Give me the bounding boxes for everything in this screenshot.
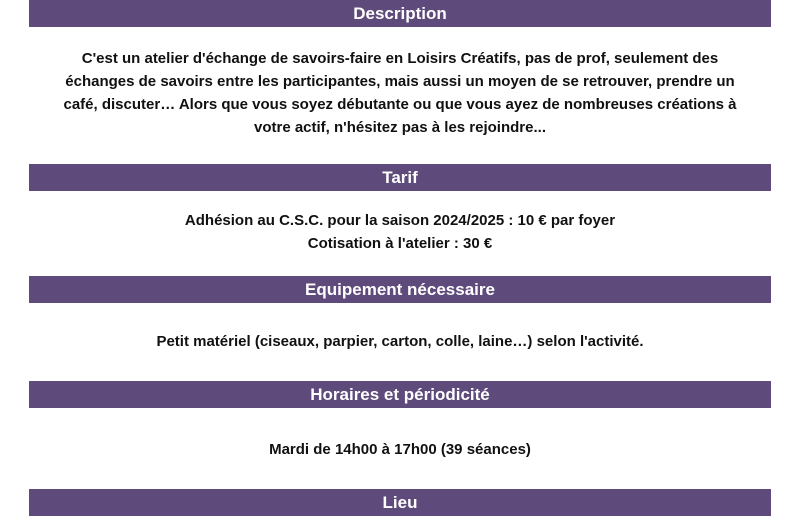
tarif-line-2: Cotisation à l'atelier : 30 € <box>307 235 493 252</box>
description-line-3: café, discuter… Alors que vous soyez débutante ou que vous ayez de nombreuses créations à <box>63 96 737 113</box>
description-text <box>29 47 771 139</box>
section-header-description: Description <box>29 0 771 27</box>
horaires-text <box>29 438 771 461</box>
section-header-lieu: Lieu <box>29 489 771 516</box>
equipement-line-1: Petit matériel (ciseaux, parpier, carton, colle, laine…) selon l'activité. <box>156 333 644 350</box>
horaires-line-1: Mardi de 14h00 à 17h00 (39 séances) <box>269 441 531 458</box>
tarif-text <box>29 209 771 255</box>
description-line-2: échanges de savoirs entre les participantes, mais aussi un moyen de se retrouver, prendre un <box>65 73 735 90</box>
section-header-equipement: Equipement nécessaire <box>29 276 771 303</box>
equipement-text <box>29 330 771 353</box>
description-line-4: votre actif, n'hésitez pas à les rejoindre... <box>253 119 546 136</box>
tarif-line-1: Adhésion au C.S.C. pour la saison 2024/2025 : 10 € par foyer <box>184 212 616 229</box>
description-line-1: C'est un atelier d'échange de savoirs-faire en Loisirs Créatifs, pas de prof, seulement des <box>81 50 719 67</box>
section-header-horaires: Horaires et périodicité <box>29 381 771 408</box>
section-header-tarif: Tarif <box>29 164 771 191</box>
